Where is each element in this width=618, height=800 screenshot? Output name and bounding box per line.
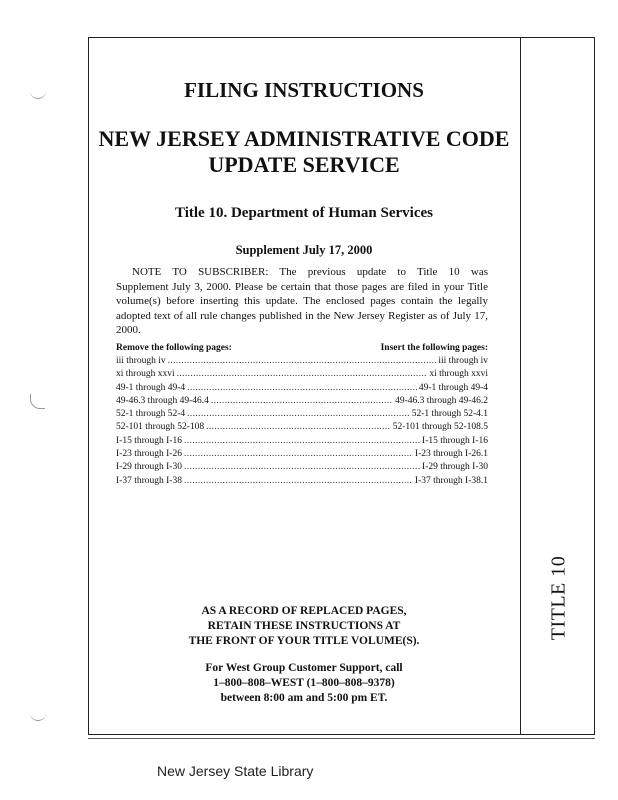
table-row <box>116 421 488 434</box>
code-heading-line2: UPDATE SERVICE <box>208 152 400 177</box>
insert-pages: I-23 through I-26.1 <box>414 449 488 460</box>
library-stamp: New Jersey State Library <box>157 763 314 779</box>
remove-pages: iii through iv <box>116 356 166 366</box>
scan-mark <box>30 708 46 721</box>
page-replacement-table <box>116 342 488 488</box>
title-tab-label: TITLE 10 <box>547 555 570 641</box>
table-row <box>116 408 488 421</box>
remove-pages: I-37 through I-38 <box>116 475 182 486</box>
table-row <box>116 448 488 461</box>
retain-line3: THE FRONT OF YOUR TITLE VOLUME(S). <box>188 635 420 647</box>
table-row <box>116 435 488 448</box>
remove-header: Remove the following pages: <box>116 343 232 353</box>
insert-pages: 49-1 through 49-4 <box>418 382 488 393</box>
filing-heading: FILING INSTRUCTIONS <box>184 78 424 102</box>
code-heading-line1: NEW JERSEY ADMINISTRATIVE CODE <box>98 126 510 151</box>
insert-pages: I-29 through I-30 <box>422 462 488 473</box>
dot-leader <box>184 448 413 461</box>
remove-pages: I-29 through I-30 <box>116 462 182 473</box>
supplement-heading: Supplement July 17, 2000 <box>235 243 373 257</box>
note-line1: NOTE TO SUBSCRIBER: The previous update to Title 10 was <box>132 266 488 278</box>
dot-leader <box>211 395 393 408</box>
dot-leader <box>177 368 428 381</box>
table-header <box>116 342 488 355</box>
retain-notice <box>90 604 518 649</box>
remove-pages: I-23 through I-26 <box>116 449 182 460</box>
insert-pages: iii through iv <box>438 356 488 366</box>
insert-pages: I-15 through I-16 <box>422 435 488 446</box>
insert-pages: I-37 through I-38.1 <box>414 475 488 486</box>
retain-line1: AS A RECORD OF REPLACED PAGES, <box>201 605 407 617</box>
support-phone: 1–800–808–WEST (1–800–808–9378) <box>213 677 395 689</box>
table-row <box>116 395 488 408</box>
insert-pages: 52-101 through 52-108.5 <box>392 422 488 433</box>
retain-line2: RETAIN THESE INSTRUCTIONS AT <box>207 620 401 632</box>
customer-support <box>90 661 518 706</box>
tab-divider <box>520 37 521 735</box>
table-row <box>116 382 488 395</box>
remove-pages: I-15 through I-16 <box>116 435 182 446</box>
insert-pages: xi through xxvi <box>429 369 488 380</box>
table-row <box>116 461 488 474</box>
remove-pages: 49-1 through 49-4 <box>116 382 186 393</box>
dot-leader <box>187 408 410 421</box>
table-row <box>116 475 488 488</box>
dot-leader <box>184 475 413 488</box>
insert-pages: 49-46.3 through 49-46.2 <box>395 395 488 406</box>
table-rows <box>116 355 488 488</box>
remove-pages: 52-101 through 52-108 <box>116 422 205 433</box>
table-row <box>116 368 488 381</box>
support-hours: between 8:00 am and 5:00 pm ET. <box>220 692 388 704</box>
insert-pages: 52-1 through 52-4.1 <box>411 409 488 420</box>
insert-header: Insert the following pages: <box>380 343 488 353</box>
scan-mark <box>30 394 45 409</box>
remove-pages: 52-1 through 52-4 <box>116 409 186 420</box>
dot-leader <box>168 355 437 368</box>
dot-leader <box>184 435 420 448</box>
frame-bottom-rule <box>88 738 595 739</box>
code-heading <box>90 126 518 178</box>
support-line1: For West Group Customer Support, call <box>205 662 403 674</box>
dot-leader <box>187 382 417 395</box>
remove-pages: xi through xxvi <box>116 369 175 380</box>
scan-mark <box>30 86 46 99</box>
title-heading: Title 10. Department of Human Services <box>174 205 434 221</box>
note-to-subscriber <box>116 265 488 338</box>
dot-leader <box>206 421 391 434</box>
note-body: Supplement July 3, 2000. Please be certain that those pages are filed in your Title volume(s) before inserting this update. The enclosed pages contain the legally adopted text of all rule changes published in the New Jersey Register as of July 17, 2000. <box>116 280 488 336</box>
dot-leader <box>184 461 420 474</box>
remove-pages: 49-46.3 through 49-46.4 <box>116 395 209 406</box>
table-row <box>116 355 488 368</box>
